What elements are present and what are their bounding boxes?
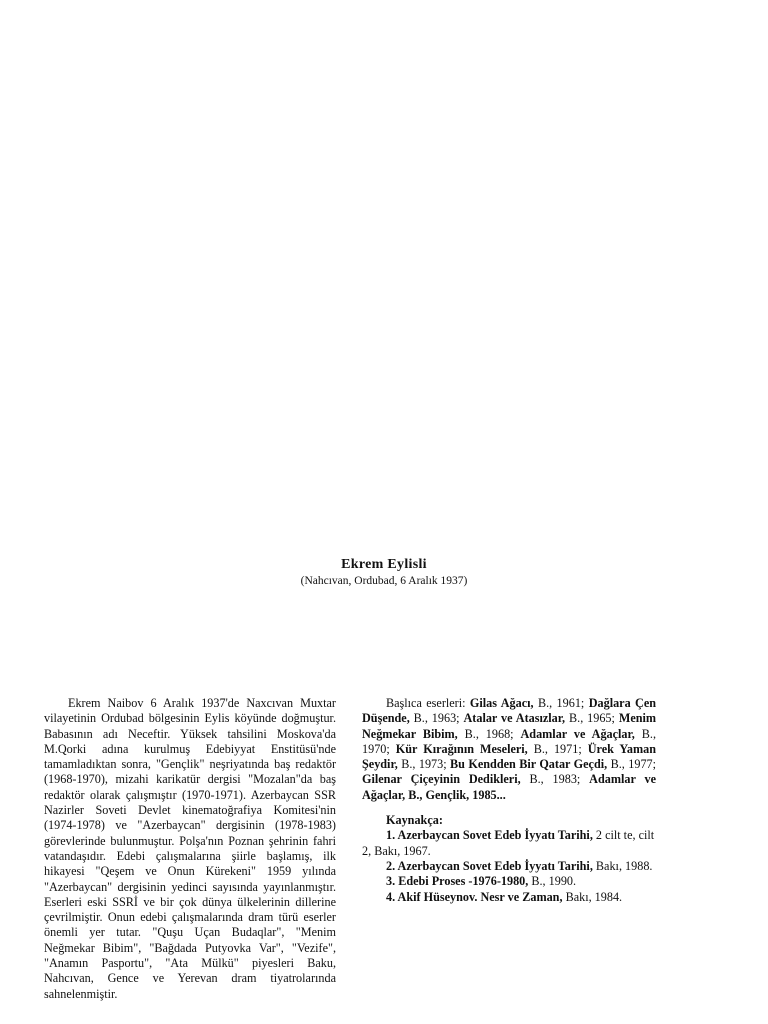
work-title: Menim Neğmekar Bibim, (362, 711, 657, 741)
reference-title: 4. Akif Hüseynov. Nesr ve Zaman, (386, 889, 563, 904)
work-info: B., 1965; (569, 711, 615, 726)
reference-item (362, 874, 656, 889)
works-paragraph (362, 696, 656, 803)
references-section (362, 813, 656, 905)
work-title: Kür Kırağının Meseleri, (395, 741, 528, 756)
work-title: Bu Kendden Bir Qatar Geçdi, (450, 757, 608, 772)
work-title: Dağlara Çen Düşende, (362, 696, 657, 726)
work-title: Atalar ve Atasızlar, (463, 711, 566, 726)
works-lead: Başlıca eserleri: (386, 696, 466, 710)
reference-item (362, 859, 656, 874)
work-info: B., 1968; (464, 726, 514, 741)
left-column (44, 696, 336, 1002)
page-subtitle: (Nahcıvan, Ordubad, 6 Aralık 1937) (300, 575, 468, 587)
work-title: Ürek Yaman Şeydir, (362, 741, 656, 772)
work-info: B., 1983; (529, 772, 581, 787)
work-info: B., 1971; (533, 741, 582, 756)
reference-info: Bakı, 1988. (595, 858, 653, 873)
work-info: B., 1977; (610, 757, 657, 772)
page-title: Ekrem Eylisli (341, 557, 427, 572)
work-info: B., 1970; (362, 726, 657, 756)
work-title: Adamlar ve Ağaçlar, (520, 726, 635, 741)
reference-title: 3. Edebi Proses -1976-1980, (386, 874, 529, 889)
biography-paragraph: Ekrem Naibov 6 Aralık 1937'de Naxcıvan Muxtar vilayetinin Ordubad bölgesinin Eylis köyünde doğmuştur. Babasının adı Neceftir. Yüksek tahsilini Moskova'da M.Qorki adına kurulmuş Edebiyyat Enstitüsü'nde tamamladıktan sonra, "Gençlik" neşriyatında baş redaktör (1968-1970), mizahi karikatür dergisi "Mozalan"da baş redaktör olarak çalışmıştır (1970-1971). Azerbaycan SSR Nazirler Soveti Devlet kinematoğrafiya Komitesi'nin (1974-1978) ve "Azerbaycan" dergisinin (1978-1983) görevlerinde bulunmuştur. Polşa'nın Poznan şehrinin fahri vatandaşıdır. Edebi çalışmalarına şiirle başlamış, ilk hikayesi "Qeşem ve Onun Kürekeni" 1959 yılında "Azerbaycan" dergisinin yedinci sayısında yayınlanmıştır. Eserleri eski SSRİ ve bir çok dünya ülkelerinin dillerine çevrilmiştir. Onun edebi çalışmalarında dram türü eserler önemli yer tutar. "Quşu Uçan Budaqlar", "Menim Neğmekar Bibim", "Bağdada Putyovka Var", "Vezife", "Anamın Pasportu", "Ata Mülkü" piyesleri Baku, Nahcıvan, Gence ve Yerevan dram tiyatrolarında sahnelenmiştir. (44, 696, 336, 1001)
reference-title: 1. Azerbaycan Sovet Edeb İyyatı Tarihi, (386, 828, 593, 843)
work-title: Gilas Ağacı, (469, 696, 534, 710)
reference-title: 2. Azerbaycan Sovet Edeb İyyatı Tarihi, (386, 858, 593, 873)
work-info: B., 1963; (413, 711, 460, 726)
reference-info: B., 1990. (531, 874, 577, 889)
reference-info: Bakı, 1984. (565, 889, 623, 904)
work-info: B., 1973; (401, 757, 447, 772)
work-info: B., 1961; (537, 696, 585, 710)
work-title: Gilenar Çiçeyinin Dedikleri, (362, 772, 521, 787)
reference-item (362, 890, 656, 905)
reference-info: 2 cilt te, cilt 2, Bakı, 1967. (362, 828, 655, 858)
reference-item (362, 828, 656, 859)
references-heading: Kaynakça: (386, 813, 443, 828)
right-column (362, 696, 656, 905)
work-title: Adamlar ve Ağaçlar, B., Gençlik, 1985... (362, 772, 656, 802)
